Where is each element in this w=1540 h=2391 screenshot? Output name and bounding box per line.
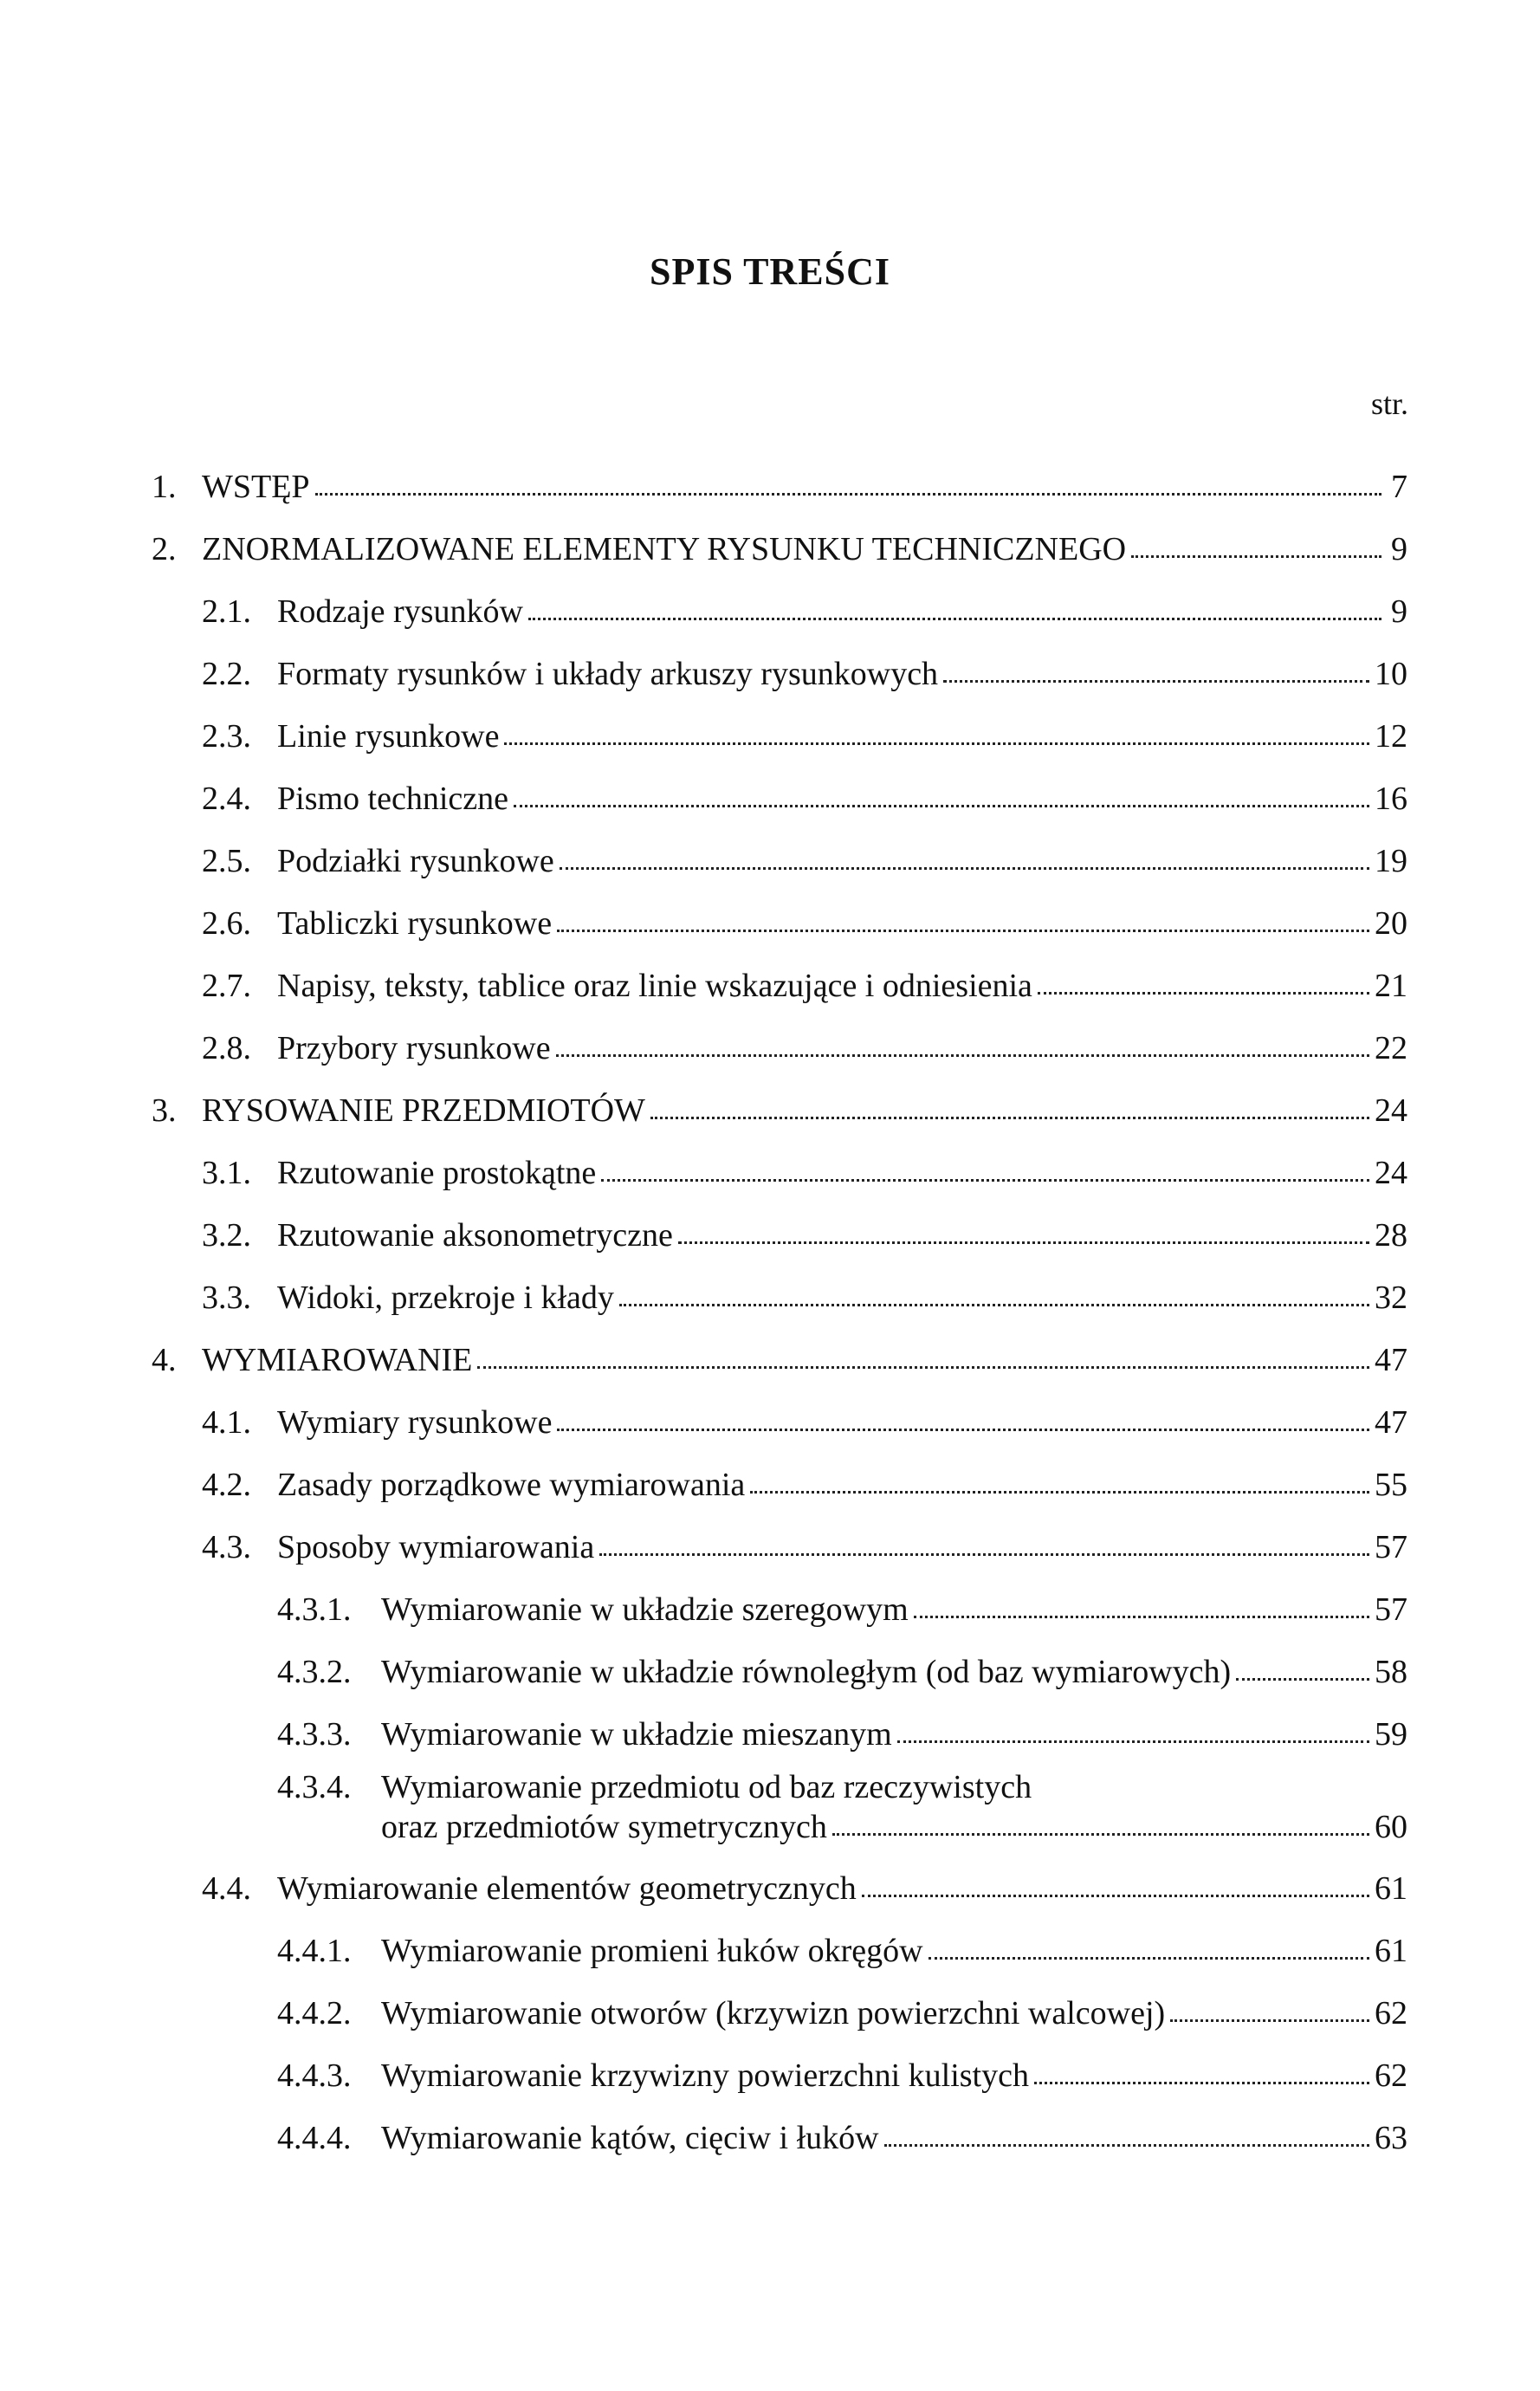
toc-entry-2-4[interactable] [202, 780, 1407, 818]
toc-page-number: 32 [1375, 1280, 1407, 1316]
toc-title: Wymiarowanie promieni łuków okręgów [381, 1933, 923, 1969]
toc-leader-dots [557, 1420, 1369, 1431]
toc-number: 3.3. [202, 1280, 251, 1316]
toc-title: Rodzaje rysunków [277, 593, 523, 630]
toc-leader-dots [914, 1607, 1369, 1618]
toc-entry-4-3[interactable] [202, 1528, 1407, 1566]
toc-leader-dots [504, 734, 1369, 745]
toc-number: 4.3.2. [277, 1654, 352, 1690]
toc-title: WSTĘP [202, 469, 310, 505]
toc-number: 2.4. [202, 781, 251, 817]
toc-title: WYMIAROWANIE [202, 1342, 473, 1378]
toc-leader-dots [884, 2135, 1369, 2147]
toc-leader-dots [477, 1357, 1369, 1369]
toc-entry-4-4-1[interactable] [277, 1932, 1407, 1970]
toc-number: 1. [152, 469, 177, 505]
toc-entry-3-1[interactable] [202, 1154, 1407, 1192]
toc-number: 3.1. [202, 1155, 251, 1191]
toc-title: Wymiarowanie otworów (krzywizn powierzchni walcowej) [381, 1995, 1166, 2031]
toc-leader-dots [1034, 2073, 1369, 2084]
page-column-label: str. [1370, 386, 1408, 421]
toc-number: 3. [152, 1092, 177, 1129]
toc-leader-dots [650, 1108, 1369, 1119]
toc-title: Wymiary rysunkowe [277, 1404, 553, 1441]
toc-page-number: 12 [1375, 718, 1407, 755]
toc-title: Wymiarowanie w układzie szeregowym [381, 1591, 909, 1628]
toc-number: 4.3.4. [277, 1769, 352, 1805]
toc-page-number: 57 [1375, 1591, 1407, 1628]
toc-page-number: 63 [1375, 2120, 1407, 2156]
toc-title: Sposoby wymiarowania [277, 1529, 595, 1565]
toc-entry-2-6[interactable] [202, 904, 1407, 943]
toc-title: Napisy, teksty, tablice oraz linie wskazujące i odniesienia [277, 968, 1032, 1004]
toc-entry-2-7[interactable] [202, 967, 1407, 1005]
toc-page-number: 19 [1375, 843, 1407, 879]
toc-number: 4.4.2. [277, 1995, 352, 2031]
toc-number: 2.7. [202, 968, 251, 1004]
toc-title: Wymiarowanie przedmiotu od baz rzeczywistych [381, 1769, 1032, 1805]
toc-leader-dots [897, 1732, 1369, 1743]
toc-title: Pismo techniczne [277, 781, 508, 817]
toc-title: Wymiarowanie krzywizny powierzchni kulistych [381, 2057, 1029, 2094]
toc-page-number: 59 [1375, 1716, 1407, 1753]
toc-page-number: 10 [1375, 656, 1407, 692]
toc-page-number: 24 [1375, 1092, 1407, 1129]
toc-title: Tabliczki rysunkowe [277, 905, 553, 942]
toc-title: Wymiarowanie w układzie mieszanym [381, 1716, 892, 1753]
toc-title: Wymiarowanie w układzie równoległym (od baz wymiarowych) [381, 1654, 1232, 1690]
toc-page-number: 47 [1375, 1342, 1407, 1378]
toc-number: 2.6. [202, 905, 251, 942]
toc-page-number: 28 [1375, 1217, 1407, 1254]
toc-page-number: 47 [1375, 1404, 1407, 1441]
toc-number: 4.4.4. [277, 2120, 352, 2156]
toc-number: 4.3. [202, 1529, 251, 1565]
toc-leader-dots [528, 609, 1381, 620]
toc-leader-dots [1236, 1669, 1369, 1681]
toc-number: 4.2. [202, 1467, 251, 1503]
toc-entry-2-1[interactable] [202, 593, 1407, 631]
toc-leader-dots [619, 1295, 1369, 1306]
toc-page-number: 20 [1375, 905, 1407, 942]
toc-page-number: 60 [1375, 1809, 1407, 1845]
toc-entry-4-3-1[interactable] [277, 1591, 1407, 1629]
toc-leader-dots [601, 1170, 1369, 1182]
toc-title: Rzutowanie prostokątne [277, 1155, 597, 1191]
toc-title-continuation: oraz przedmiotów symetrycznych [381, 1809, 827, 1845]
toc-entry-4-1[interactable] [202, 1403, 1407, 1442]
toc-page-number: 62 [1375, 1995, 1407, 2031]
toc-leader-dots [1038, 983, 1369, 995]
toc-title: Wymiarowanie kątów, cięciw i łuków [381, 2120, 879, 2156]
toc-title: Rzutowanie aksonometryczne [277, 1217, 673, 1254]
toc-entry-2[interactable] [152, 530, 1407, 568]
toc-title: ZNORMALIZOWANE ELEMENTY RYSUNKU TECHNICZNEGO [202, 531, 1127, 567]
toc-title: Wymiarowanie elementów geometrycznych [277, 1870, 857, 1907]
toc-leader-dots [514, 796, 1369, 807]
toc-title: Zasady porządkowe wymiarowania [277, 1467, 746, 1503]
toc-page-number: 61 [1375, 1933, 1407, 1969]
toc-number: 2.1. [202, 593, 251, 630]
toc-number: 4.4.3. [277, 2057, 352, 2094]
toc-title: Linie rysunkowe [277, 718, 500, 755]
toc-number: 4.4. [202, 1870, 251, 1907]
toc-entry-4-4-2[interactable] [277, 1994, 1407, 2032]
toc-page-number: 22 [1375, 1030, 1407, 1066]
toc-entry-2-8[interactable] [202, 1029, 1407, 1067]
toc-page-number: 62 [1375, 2057, 1407, 2094]
toc-title: Podziałki rysunkowe [277, 843, 554, 879]
toc-entry-4[interactable] [152, 1341, 1407, 1379]
toc-title: RYSOWANIE PRZEDMIOTÓW [202, 1092, 645, 1129]
toc-entry-second-line [277, 1807, 1407, 1847]
toc-entry-3-2[interactable] [202, 1216, 1407, 1254]
toc-entry-4-3-3[interactable] [277, 1715, 1407, 1753]
toc-leader-dots [1170, 2011, 1369, 2022]
toc-number: 2.2. [202, 656, 251, 692]
toc-title: Przybory rysunkowe [277, 1030, 551, 1066]
toc-page-number: 58 [1375, 1654, 1407, 1690]
toc-entry-3-3[interactable] [202, 1279, 1407, 1317]
toc-entry-2-2[interactable] [202, 655, 1407, 693]
toc-leader-dots [315, 484, 1381, 496]
toc-page-number: 24 [1375, 1155, 1407, 1191]
page-title: SPIS TREŚCI [650, 250, 890, 293]
toc-leader-dots [560, 859, 1369, 870]
toc-number: 4. [152, 1342, 177, 1378]
toc-number: 2.3. [202, 718, 251, 755]
toc-entry-4-3-2[interactable] [277, 1653, 1407, 1691]
toc-number: 4.1. [202, 1404, 251, 1441]
toc-leader-dots [599, 1545, 1369, 1556]
toc-entry-4-4-4[interactable] [277, 2119, 1407, 2157]
toc-entry-1[interactable] [152, 468, 1407, 506]
toc-page-number: 55 [1375, 1467, 1407, 1503]
toc-entry-4-2[interactable] [202, 1466, 1407, 1504]
toc-entry-3[interactable] [152, 1092, 1407, 1130]
toc-page-number: 9 [1391, 593, 1407, 630]
toc-page-number: 57 [1375, 1529, 1407, 1565]
toc-number: 2.5. [202, 843, 251, 879]
toc-page-number: 16 [1375, 781, 1407, 817]
toc-title: Formaty rysunków i układy arkuszy rysunkowych [277, 656, 939, 692]
toc-leader-dots [943, 671, 1369, 683]
toc-page-number: 21 [1375, 968, 1407, 1004]
toc-number: 2. [152, 531, 177, 567]
toc-title: Widoki, przekroje i kłady [277, 1280, 614, 1316]
toc-leader-dots [556, 1046, 1369, 1057]
toc-number: 2.8. [202, 1030, 251, 1066]
toc-leader-dots [750, 1482, 1369, 1494]
toc-leader-dots [678, 1233, 1369, 1244]
toc-number: 4.3.3. [277, 1716, 352, 1753]
toc-number: 4.4.1. [277, 1933, 352, 1969]
toc-page-number: 61 [1375, 1870, 1407, 1907]
toc-entry-4-4-3[interactable] [277, 2057, 1407, 2095]
toc-leader-dots [557, 921, 1369, 932]
toc-page-number: 9 [1391, 531, 1407, 567]
toc-entry-first-line [277, 1767, 1407, 1807]
toc-entry-2-3[interactable] [202, 717, 1407, 755]
toc-leader-dots [832, 1824, 1369, 1836]
toc-entry-2-5[interactable] [202, 842, 1407, 880]
toc-entry-4-3-4[interactable] [277, 1767, 1407, 1847]
toc-number: 3.2. [202, 1217, 251, 1254]
toc-leader-dots [929, 1948, 1369, 1960]
toc-number: 4.3.1. [277, 1591, 352, 1628]
toc-leader-dots [862, 1886, 1369, 1897]
toc-page-number: 7 [1391, 469, 1407, 505]
toc-leader-dots [1131, 547, 1381, 558]
toc-entry-4-4[interactable] [202, 1869, 1407, 1908]
